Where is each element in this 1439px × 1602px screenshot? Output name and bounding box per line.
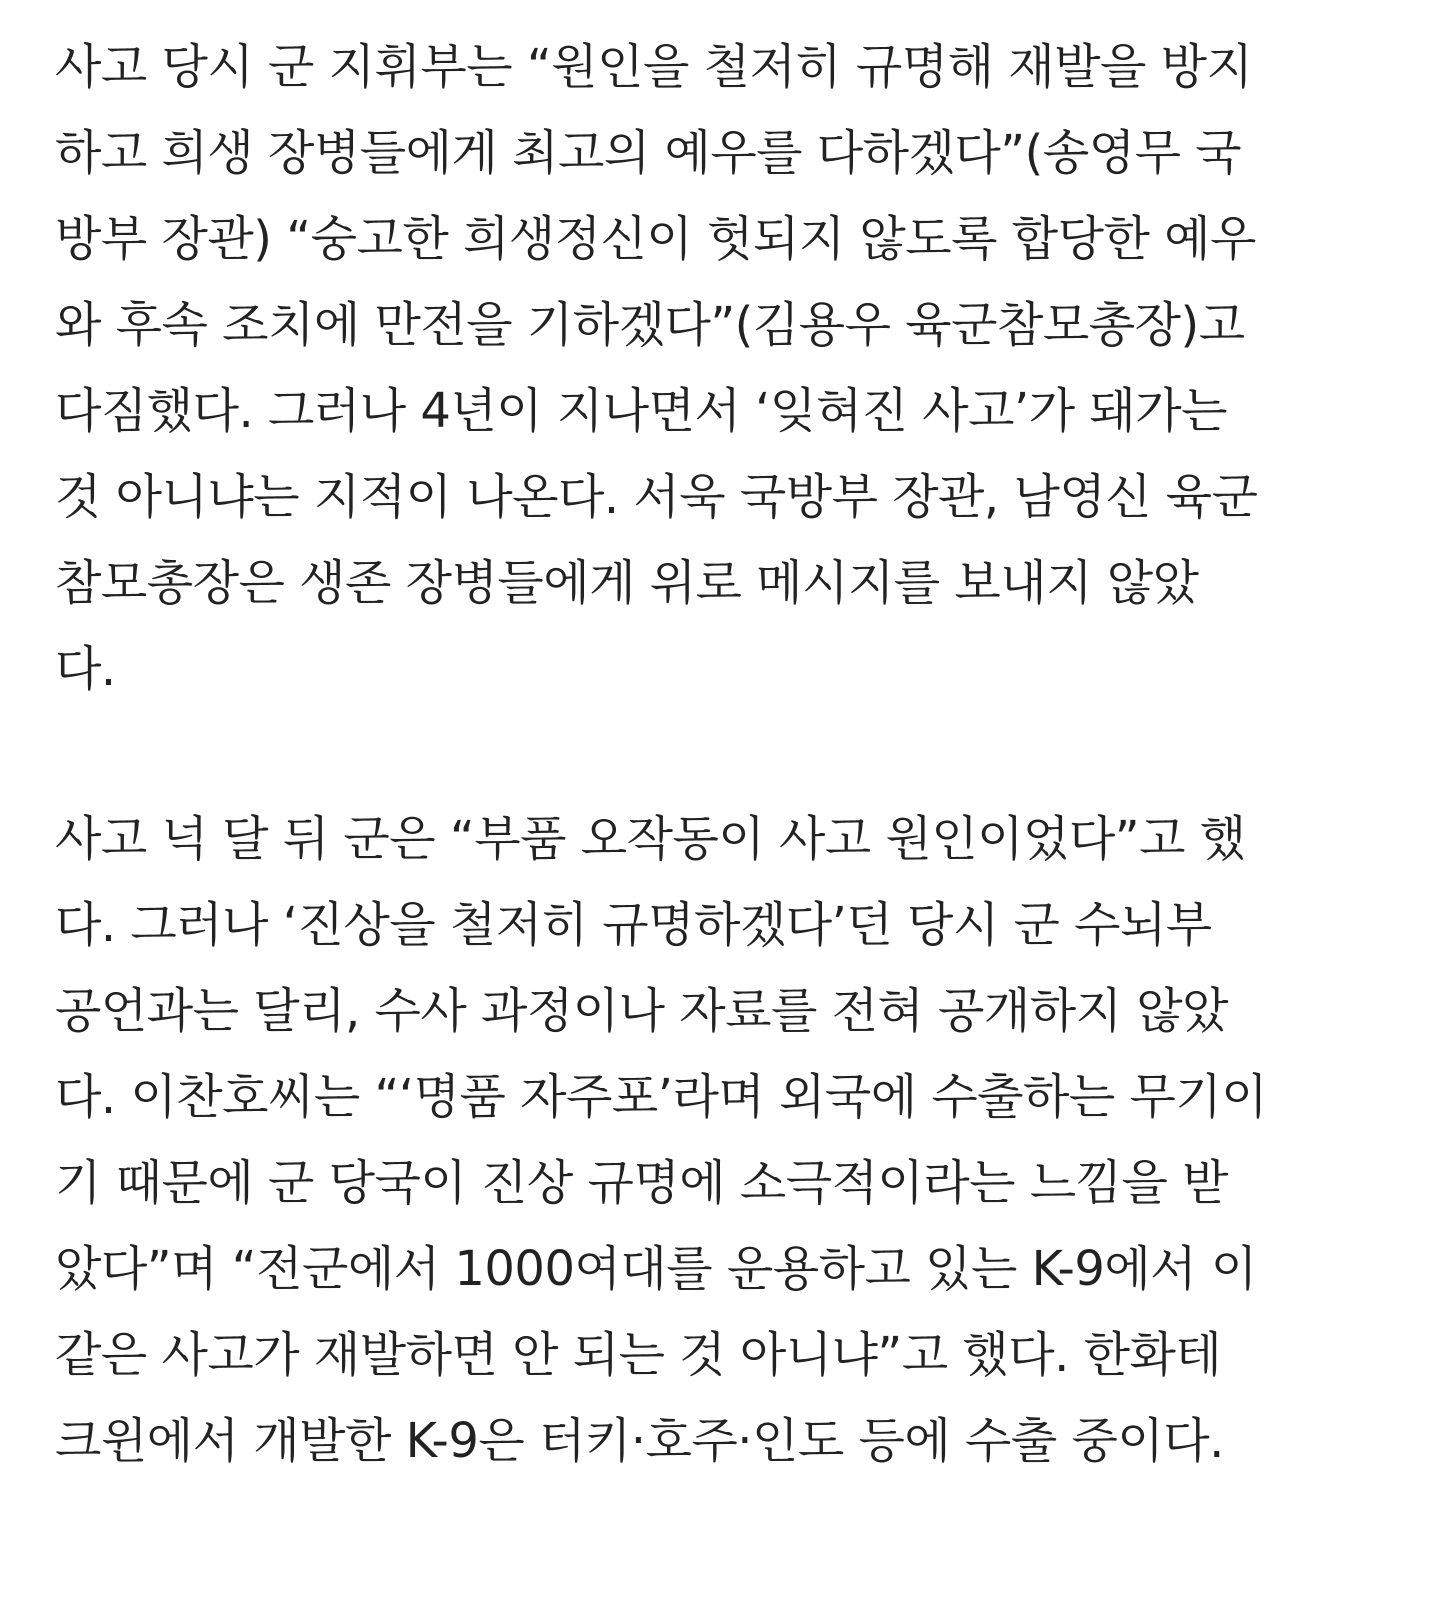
text-line: 공언과는 달리, 수사 과정이나 자료를 전혀 공개하지 않았 [55,983,1229,1039]
text-line: 크윈에서 개발한 K-9은 터키·호주·인도 등에 수출 중이다. [55,1413,1224,1469]
text-line: 사고 당시 군 지휘부는 “원인을 철저히 규명해 재발을 방지 [55,39,1253,95]
text-line: 다. 이찬호씨는 “‘명품 자주포’라며 외국에 수출하는 무기이 [55,1069,1268,1125]
text-line: 같은 사고가 재발하면 안 되는 것 아니냐”고 했다. 한화테 [55,1327,1222,1383]
text-line: 다. [55,641,116,697]
text-line: 았다”며 “전군에서 1000여대를 운용하고 있는 K-9에서 이 [55,1241,1257,1297]
text-line: 다. 그러나 ‘진상을 철저히 규명하겠다’던 당시 군 수뇌부 [55,897,1212,953]
text-line: 와 후속 조치에 만전을 기하겠다”(김용우 육군참모총장)고 [55,297,1245,353]
article-body [55,24,1400,1484]
paragraph-1 [55,24,1400,712]
text-line: 기 때문에 군 당국이 진상 규명에 소극적이라는 느낌을 받 [55,1155,1229,1211]
paragraph-spacer [55,712,1400,796]
text-line: 것 아니냐는 지적이 나온다. 서욱 국방부 장관, 남영신 육군 [55,469,1258,525]
text-line: 참모총장은 생존 장병들에게 위로 메시지를 보내지 않았 [55,555,1199,611]
text-line: 방부 장관) “숭고한 희생정신이 헛되지 않도록 합당한 예우 [55,211,1256,267]
text-line: 하고 희생 장병들에게 최고의 예우를 다하겠다”(송영무 국 [55,125,1242,181]
text-line: 다짐했다. 그러나 4년이 지나면서 ‘잊혀진 사고’가 돼가는 [55,383,1227,439]
paragraph-2 [55,796,1400,1484]
text-line: 사고 넉 달 뒤 군은 “부품 오작동이 사고 원인이었다”고 했 [55,811,1246,867]
